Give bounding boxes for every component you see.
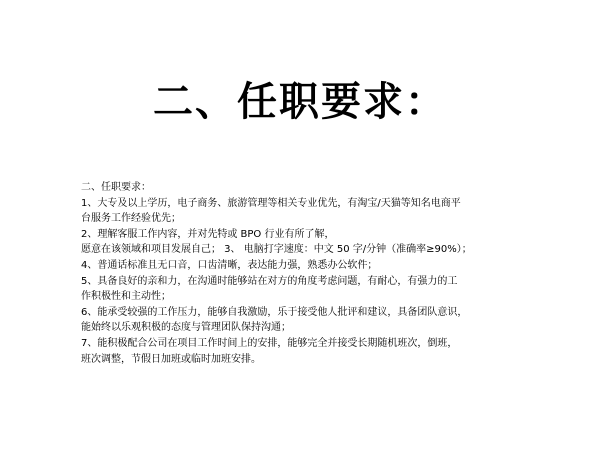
requirement-line: 2、理解客服工作内容，并对先特或 BPO 行业有所了解， bbox=[81, 228, 335, 240]
requirement-line: 作积极性和主动性； bbox=[81, 291, 171, 303]
requirement-line: 台服务工作经验优先； bbox=[81, 213, 181, 225]
requirement-line: 4、普通话标准且无口音，口齿清晰，表达能力强，熟悉办公软件； bbox=[81, 259, 378, 271]
requirement-line: 愿意在该领域和项目发展自己； 3、 电脑打字速度：中文 50 字/分钟（准确率≥90%）； bbox=[81, 244, 472, 256]
requirement-line: 班次调整，节假日加班或临时加班安排。 bbox=[81, 353, 261, 365]
requirements-heading: 二、任职要求： bbox=[81, 182, 151, 193]
requirement-line: 7、能积极配合公司在项目工作时间上的安排，能够完全并接受长期随机班次，倒班， bbox=[81, 337, 458, 349]
requirements-text bbox=[81, 180, 501, 367]
slide-title: 二、任职要求： bbox=[153, 79, 447, 125]
requirement-line: 能始终以乐观积极的态度与管理团队保持沟通； bbox=[81, 322, 291, 334]
requirement-line: 1、大专及以上学历，电子商务、旅游管理等相关专业优先，有淘宝/天猫等知名电商平 bbox=[81, 197, 461, 209]
requirement-line: 5、具备良好的亲和力，在沟通时能够站在对方的角度考虑问题，有耐心，有强力的工 bbox=[81, 275, 458, 287]
requirement-line: 6、能承受较强的工作压力，能够自我激励，乐于接受他人批评和建议，具备团队意识， bbox=[81, 306, 468, 318]
